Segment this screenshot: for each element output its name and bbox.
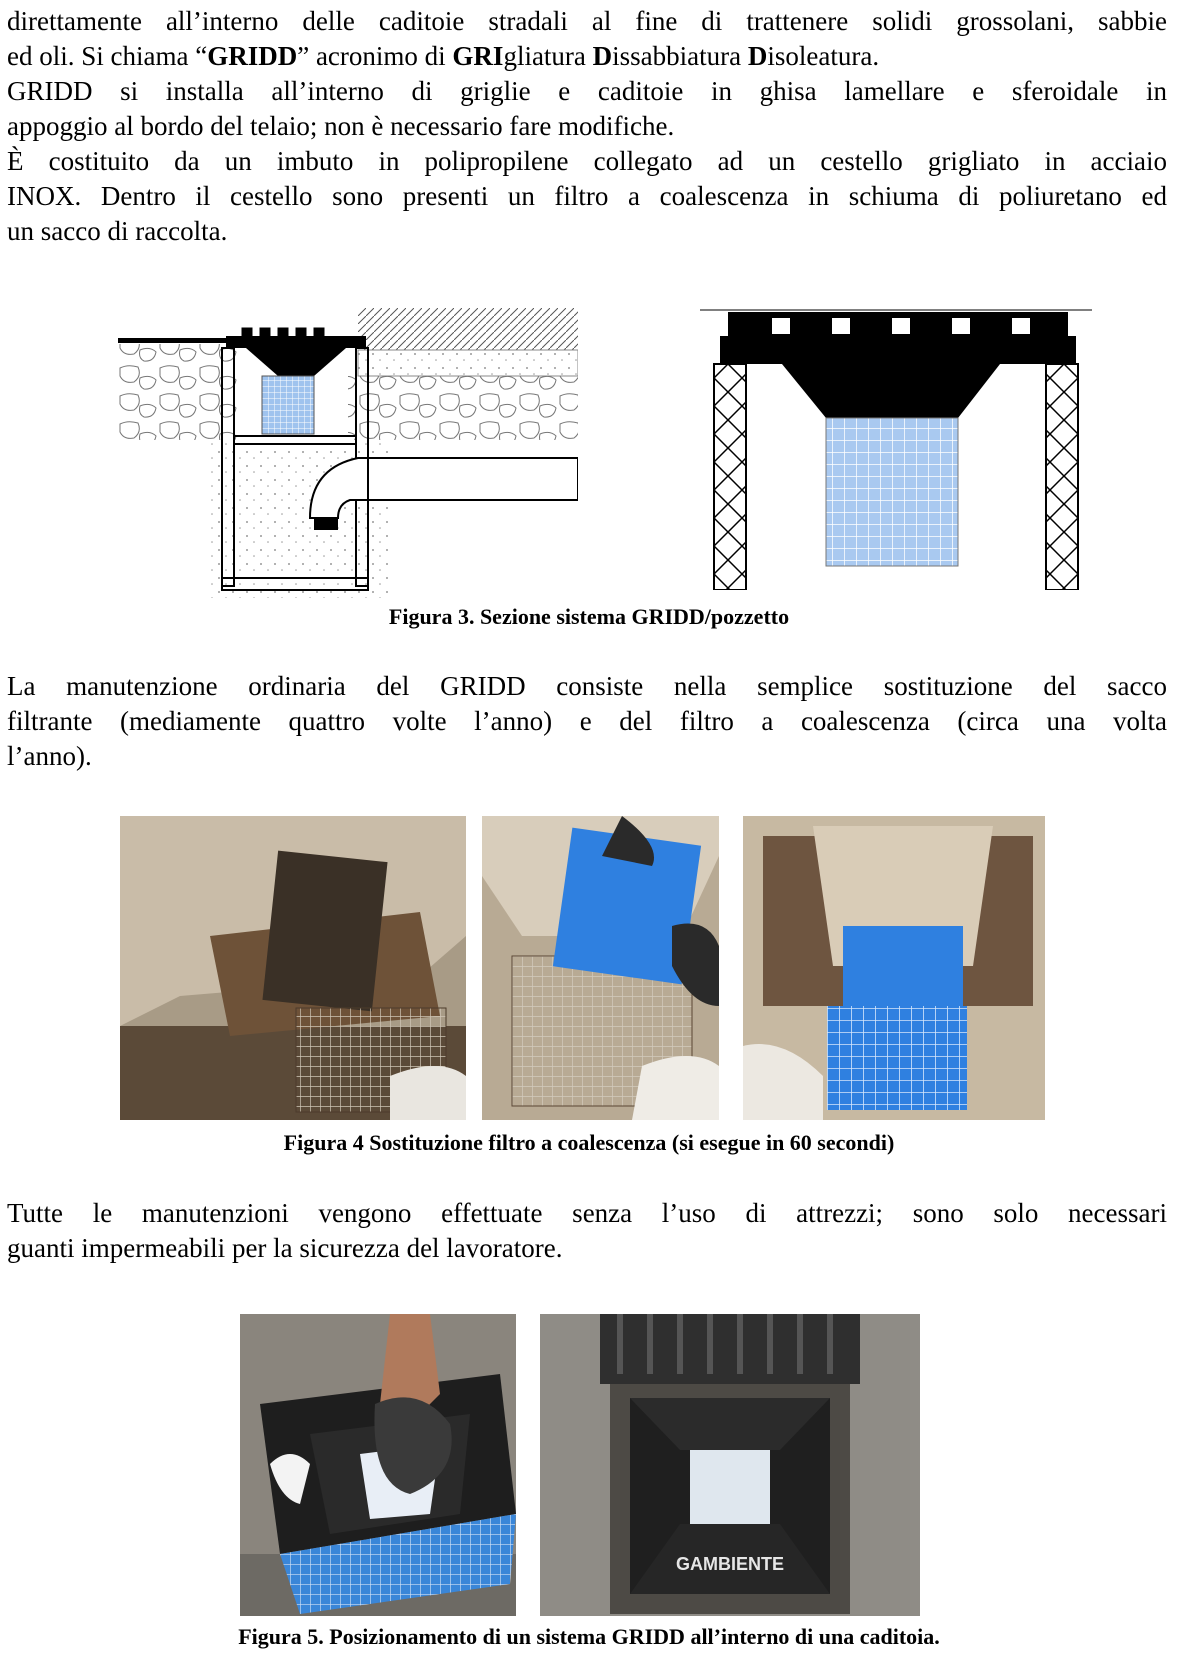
- text-run: issabbiatura: [612, 41, 748, 71]
- figure-caption: Figura 3. Sezione sistema GRIDD/pozzetto: [388, 604, 790, 629]
- paragraph-line: direttamente all’interno delle caditoie stradali al fine di trattenere solidi grossolani, sabbie: [7, 6, 1167, 36]
- text-run: gliatura: [503, 41, 593, 71]
- photo-gridd-in-grate: [540, 1314, 920, 1616]
- paragraph-line: GRIDD si installa all’interno di griglie e caditoie in ghisa lamellare e sferoidale in: [7, 76, 1167, 106]
- paragraph-line: guanti impermeabili per la sicurezza del lavoratore.: [7, 1233, 563, 1263]
- paragraph-line: La manutenzione ordinaria del GRIDD consiste nella semplice sostituzione del sacco: [7, 671, 1167, 701]
- paragraph-line: [7, 39, 1167, 74]
- text-run: isoleatura.: [767, 41, 880, 71]
- figure-caption: Figura 4 Sostituzione filtro a coalescenza (si esegue in 60 secondi): [283, 1130, 895, 1155]
- acronym-letter: D: [747, 41, 768, 71]
- acronym-bold: GRIDD: [207, 41, 298, 71]
- section-drawing-left: [118, 308, 578, 598]
- paragraph-line: Tutte le manutenzioni vengono effettuate senza l’uso di attrezzi; sono solo necessari: [7, 1198, 1167, 1228]
- section-drawing-right: [700, 308, 1092, 590]
- photo-label: GAMBIENTE: [676, 1554, 784, 1574]
- paragraph-line: un sacco di raccolta.: [7, 216, 228, 246]
- text-run: ed oli. Si chiama “: [7, 41, 208, 71]
- acronym-letter: GRI: [452, 41, 504, 71]
- photo-hand-placing-bag: [240, 1314, 516, 1616]
- paragraph-line: È costituito da un imbuto in polipropilene collegato ad un cestello grigliato in acciaio: [7, 146, 1167, 176]
- acronym-letter: D: [592, 41, 613, 71]
- figure-caption: Figura 5. Posizionamento di un sistema GRIDD all’interno di una caditoia.: [238, 1624, 940, 1649]
- photo-dirty-filter: [120, 816, 466, 1120]
- paragraph-line: l’anno).: [7, 741, 92, 771]
- paragraph-line: INOX. Dentro il cestello sono presenti un filtro a coalescenza in schiuma di poliuretano ed: [7, 181, 1167, 211]
- text-run: ” acronimo di: [297, 41, 453, 71]
- photo-blue-basket-installed: [743, 816, 1045, 1120]
- paragraph-line: appoggio al bordo del telaio; non è necessario fare modifiche.: [7, 111, 675, 141]
- photo-blue-filter-insertion: [482, 816, 719, 1120]
- paragraph-line: filtrante (mediamente quattro volte l’anno) e del filtro a coalescenza (circa una volta: [7, 706, 1167, 736]
